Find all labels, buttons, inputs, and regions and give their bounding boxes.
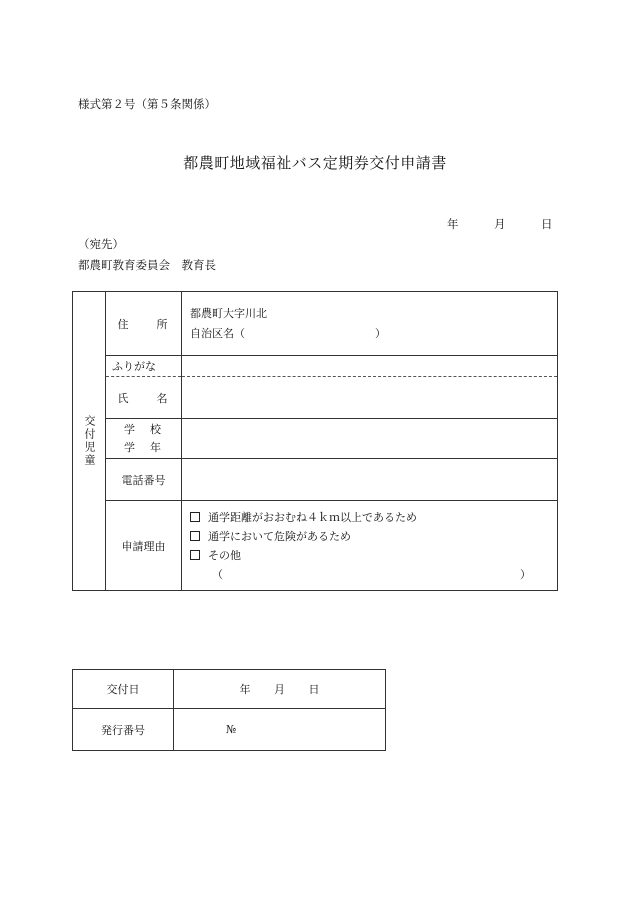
checkbox-icon[interactable] xyxy=(190,512,200,522)
furigana-label: ふりがな xyxy=(106,356,182,377)
other-paren-open: （ xyxy=(212,567,223,581)
reason-option-other[interactable] xyxy=(190,546,557,565)
reason-option-other-label: その他 xyxy=(208,548,241,562)
district-line xyxy=(190,324,557,344)
addressee: 都農町教育委員会 教育長 xyxy=(78,258,216,272)
other-paren-close: ） xyxy=(520,567,531,581)
issue-date-month: 月 xyxy=(274,683,285,696)
reason-option-distance[interactable] xyxy=(190,508,557,527)
address-field[interactable] xyxy=(182,292,558,356)
form-number: 様式第２号（第５条関係） xyxy=(78,97,216,111)
issue-date-year: 年 xyxy=(239,683,251,696)
page-title: 都農町地域福祉バス定期券交付申請書 xyxy=(183,154,447,172)
recipient-child-label: 交付児童 xyxy=(73,292,106,591)
date-day: 日 xyxy=(541,217,553,231)
phone-label: 電話番号 xyxy=(106,459,182,501)
issue-number-label: 発行番号 xyxy=(73,709,174,751)
reason-label: 申請理由 xyxy=(106,501,182,591)
reason-option-danger[interactable] xyxy=(190,527,557,546)
reason-option-danger-label: 通学において危険があるため xyxy=(208,529,351,543)
date-month: 月 xyxy=(494,217,506,231)
application-table xyxy=(72,291,558,591)
phone-field[interactable] xyxy=(182,459,558,501)
issue-date-day: 日 xyxy=(308,683,320,696)
name-label: 氏 名 xyxy=(106,377,182,419)
reason-option-distance-label: 通学距離がおおむね４ｋｍ以上であるため xyxy=(208,510,417,524)
issue-number-prefix: № xyxy=(226,723,237,736)
school-label-line1: 学 校 xyxy=(124,422,163,436)
checkbox-icon[interactable] xyxy=(190,550,200,560)
date-year: 年 xyxy=(447,217,459,231)
district-prefix: 自治区名（ xyxy=(190,326,245,340)
school-field[interactable] xyxy=(182,419,558,459)
issue-date-field[interactable] xyxy=(174,670,386,709)
address-line1: 都農町大字川北 xyxy=(190,306,267,320)
school-label xyxy=(106,419,182,459)
name-field[interactable] xyxy=(182,377,558,419)
addressee-prefix: （宛先） xyxy=(78,237,124,251)
school-label-line2: 学 年 xyxy=(124,440,163,454)
address-label: 住 所 xyxy=(106,292,182,356)
issue-table xyxy=(72,669,386,751)
reason-other-detail[interactable] xyxy=(190,565,557,584)
issue-date-label: 交付日 xyxy=(73,670,174,709)
district-suffix: ） xyxy=(375,326,386,340)
furigana-field[interactable] xyxy=(182,356,558,377)
issue-number-field[interactable] xyxy=(174,709,386,751)
checkbox-icon[interactable] xyxy=(190,531,200,541)
reason-field xyxy=(182,501,558,591)
